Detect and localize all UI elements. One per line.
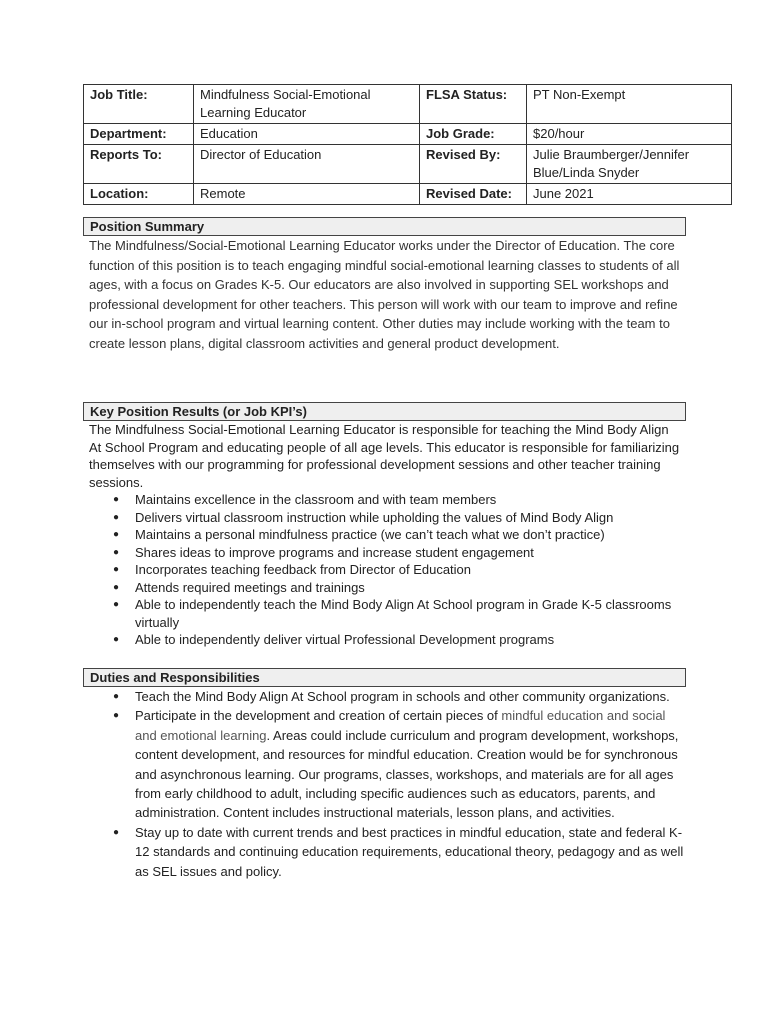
job-grade-label: Job Grade: [420,124,527,145]
duties-heading: Duties and Responsibilities [83,668,686,687]
flsa-status-label: FLSA Status: [420,85,527,124]
job-title-label: Job Title: [84,85,194,124]
position-summary-heading: Position Summary [83,217,686,236]
reports-to-value: Director of Education [194,145,420,184]
duties-list [83,687,687,881]
key-results-heading: Key Position Results (or Job KPI’s) [83,402,686,421]
list-item [135,706,687,822]
list-item: ● Able to independently teach the Mind Body Align At School program in Grade K-5 classrooms virtually [135,596,687,631]
revised-by-value: Julie Braumberger/Jennifer Blue/Linda Snyder [527,145,732,184]
department-label: Department: [84,124,194,145]
flsa-status-value: PT Non-Exempt [527,85,732,124]
department-value: Education [194,124,420,145]
revised-date-label: Revised Date: [420,184,527,205]
list-item: ● Delivers virtual classroom instruction while upholding the values of Mind Body Align [135,509,687,527]
job-info-table [83,84,732,205]
list-item: ● Shares ideas to improve programs and increase student engagement [135,544,687,562]
list-item: ● Teach the Mind Body Align At School program in schools and other community organizations. [135,687,687,706]
job-grade-value: $20/hour [527,124,732,145]
reports-to-label: Reports To: [84,145,194,184]
duty-text: Participate in the development and creation of certain pieces of [135,708,502,724]
revised-by-label: Revised By: [420,145,527,184]
list-item: ● Maintains excellence in the classroom and with team members [135,491,687,509]
key-results-intro: The Mindfulness Social-Emotional Learning Educator is responsible for teaching the Mind Body Align At School Program and educating people of all age levels. This educator is responsible for familiarizing themselves with our programming for professional development sessions and other teacher training sessions. [89,422,680,490]
duty-text: . Areas could include curriculum and program development, workshops, content development, and resources for mindful education. Creation would be for synchronous and asynchronous learning. Our programs, classes, workshops, and materials are for all ages from early childhood to adult, including specific audiences such as educators, parents, and administration. Content includes instructional materials, lesson plans, and activities. [135,727,679,821]
location-value: Remote [194,184,420,205]
location-label: Location: [84,184,194,205]
list-item: ● Stay up to date with current trends and best practices in mindful education, state and federal K-12 standards and continuing education requirements, educational theory, pedagogy and as well as SEL issues and policy. [135,823,687,881]
list-item: ● Attends required meetings and trainings [135,579,687,597]
key-results-section [83,402,687,649]
revised-date-value: June 2021 [527,184,732,205]
job-title-value: Mindfulness Social-Emotional Learning Educator [194,85,420,124]
position-summary-section [83,217,687,353]
list-item: ● Incorporates teaching feedback from Director of Education [135,561,687,579]
key-results-list [83,491,687,649]
list-item: ● Able to independently deliver virtual Professional Development programs [135,631,687,649]
duty-text-highlight: mindful education and social and emotional learning [135,708,666,743]
list-item: ● Maintains a personal mindfulness practice (we can’t teach what we don’t practice) [135,526,687,544]
duties-section [83,668,687,881]
position-summary-text: The Mindfulness/Social-Emotional Learning Educator works under the Director of Education. The core function of this position is to teach engaging mindful social-emotional learning classes to students of all ages, with a focus on Grades K-5. Our educators are also involved in supporting SEL workshops and professional development for other teachers. This person will work with our team to improve and refine our in-school program and virtual learning content. Other duties may include working with the team to create lesson plans, digital classroom activities and general product development. [89,238,680,351]
